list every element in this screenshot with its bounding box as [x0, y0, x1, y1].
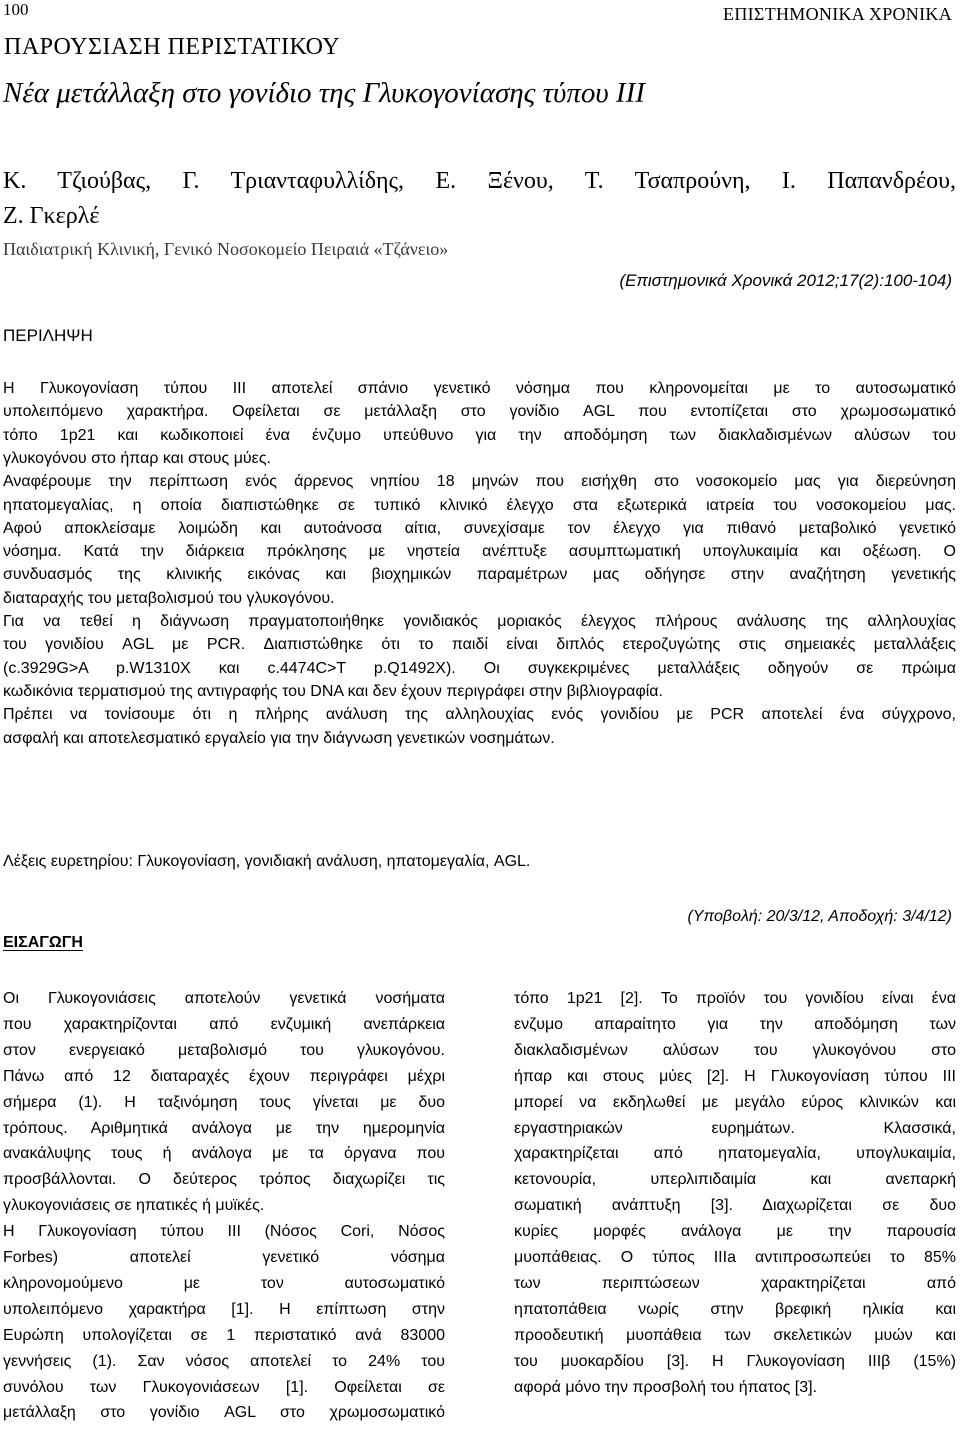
- introduction.left_lines-line: κληρονομούμενο με τον αυτοσωματικό: [3, 1274, 445, 1292]
- abstract.lines-line: Η Γλυκογονίαση τύπου ΙΙΙ αποτελεί σπάνιο γενετικό νόσημα που κληρονομείται με το αυτοσωματικό: [3, 380, 956, 397]
- introduction.right_lines-line: τόπο 1p21 [2]. Το προϊόν του γονιδίου είναι ένα: [514, 990, 956, 1007]
- introduction.left_lines-line: σήμερα (1). Η ταξινόμηση τους γίνεται με δυο: [3, 1093, 445, 1111]
- introduction.right_lines-line: προοδευτική μυοπάθεια των σκελετικών μυών και: [514, 1326, 956, 1344]
- affiliation: Παιδιατρική Κλινική, Γενικό Νοσοκομείο Πειραιά «Τζάνειο»: [3, 239, 449, 259]
- abstract-heading: ΠΕΡΙΛΗΨΗ: [3, 326, 93, 345]
- introduction.right_lines-line: χαρακτηρίζεται από ηπατομεγαλία, υπογλυκαιμία,: [514, 1145, 956, 1163]
- page-number: 100: [3, 0, 29, 19]
- journal-name: ΕΠΙΣΤΗΜΟΝΙΚΑ ΧΡΟΝΙΚΑ: [723, 4, 952, 24]
- introduction.right_lines-line: εργαστηριακών ευρημάτων. Κλασσικά,: [514, 1119, 956, 1137]
- abstract.lines-line: γλυκογόνου στο ήπαρ και στους μύες.: [3, 449, 271, 467]
- abstract.lines-line: Πρέπει να τονίσουμε ότι η πλήρης ανάλυση της αλληλουχίας ενός γονιδίου με PCR αποτελεί ένα σύγχρονο,: [3, 706, 956, 724]
- keywords: Λέξεις ευρετηρίου: Γλυκογονίαση, γονιδιακή ανάλυση, ηπατομεγαλία, AGL.: [3, 853, 531, 870]
- citation: (Επιστημονικά Χρονικά 2012;17(2):100-104): [619, 271, 952, 290]
- abstract.lines-line: Για να τεθεί η διάγνωση πραγματοποιήθηκε γονιδιακός μοριακός έλεγχος πλήρους ανάλυσης της αλληλουχίας: [3, 613, 956, 630]
- authors-line-2: Ζ. Γκερλέ: [3, 203, 100, 229]
- introduction.right_lines-line: κυρίες μορφές ανάλογα με την παρουσία: [514, 1223, 956, 1241]
- introduction.left_lines-line: γεννήσεις (1). Σαν νόσος αποτελεί το 24% του: [3, 1352, 445, 1370]
- introduction.left_lines-line: Forbes) αποτελεί γενετικό νόσημα: [3, 1249, 445, 1266]
- introduction.right_lines-line: του μυοκαρδίου [3]. Η Γλυκογονίαση ΙΙΙβ (15%): [514, 1352, 956, 1370]
- introduction.right_lines-line: ενζυμο απαραίτητο για την αποδόμηση των: [514, 1015, 956, 1033]
- introduction.left_lines-line: Οι Γλυκογονιάσεις αποτελούν γενετικά νοσήματα: [3, 990, 445, 1007]
- introduction.left_lines-line: που χαρακτηρίζονται από ενζυμική ανεπάρκεια: [3, 1015, 445, 1033]
- introduction.left_lines-line: υπολειπόμενο χαρακτήρα [1]. Η επίπτωση στην: [3, 1300, 445, 1318]
- introduction.right_lines-line: κετονουρία, υπερλιπιδαιμία και ανεπαρκή: [514, 1171, 956, 1189]
- abstract.lines-line: τόπο 1p21 και κωδικοποιεί ένα ένζυμο υπεύθυνο για την αποδόμηση των διακλαδισμένων αλύσων του: [3, 426, 956, 444]
- introduction.left_lines-line: μετάλλαξη στο γονίδιο AGL στο χρωμοσωματικό: [3, 1404, 445, 1422]
- abstract.lines-line: ηπατομεγαλίας, η οποία διαπιστώθηκε σε τυπικό κλινικό έλεγχο στα εξωτερικά ιατρεία του νοσοκομείου μας.: [3, 496, 956, 514]
- abstract.lines-line: συνδυασμός της κλινικής εικόνας και βιοχημικών παραμέτρων μας οδήγησε στην αναζήτηση γενετικής: [3, 566, 956, 584]
- introduction.left_lines-line: γλυκογονιάσεις σε ηπατικές ή μυϊκές.: [3, 1197, 265, 1215]
- abstract.lines-line: Αναφέρουμε την περίπτωση ενός άρρενος νηπίου 18 μηνών που εισήχθη στο νοσοκομείο μας για διερεύνηση: [3, 473, 956, 491]
- abstract.lines-line: κωδικόνια τερματισμού της αντιγραφής του DNA και δεν έχουν περιγράφει στην βιβλιογραφία.: [3, 682, 663, 700]
- introduction.left_lines-line: Η Γλυκογονίαση τύπου ΙΙΙ (Νόσος Cori, Νόσος: [3, 1223, 445, 1241]
- article-title: Νέα μετάλλαξη στο γονίδιο της Γλυκογονίασης τύπου ΙΙΙ: [3, 77, 645, 109]
- introduction.right_lines-line: σωματική ανάπτυξη [3]. Διαχωρίζεται σε δυο: [514, 1197, 956, 1215]
- abstract.lines-line: υπολειπόμενο χαρακτήρα. Οφείλεται σε μετάλλαξη στο γονίδιο AGL που εντοπίζεται στο χρωμοσωματικό: [3, 403, 956, 421]
- submission-dates: (Υποβολή: 20/3/12, Αποδοχή: 3/4/12): [687, 908, 952, 925]
- introduction.right_lines-line: ηπατοπάθεια νωρίς στην βρεφική ηλικία και: [514, 1300, 956, 1318]
- introduction.left_lines-line: προσβάλλονται. Ο δεύτερος τρόπος διαχωρίζει τις: [3, 1171, 445, 1189]
- abstract.lines-line: νόσημα. Κατά την διάρκεια πρόκλησης με νηστεία ανέπτυξε ασυμπτωματική υπογλυκαιμία και οξέωση. Ο: [3, 543, 956, 561]
- abstract.lines-line: (c.3929G>A p.W1310X και c.4474C>T p.Q1492X). Οι συγκεκριμένες μεταλλάξεις οδηγούν σε πρώιμα: [3, 659, 956, 677]
- introduction.right_lines-line: διακλαδισμένων αλύσων του γλυκογόνου στο: [514, 1041, 956, 1059]
- introduction.left_lines-line: συνόλου των Γλυκογονιάσεων [1]. Οφείλεται σε: [3, 1378, 445, 1396]
- abstract.lines-line: ασφαλή και αποτελεσματικό εργαλείο για την διάγνωση γενετικών νοσημάτων.: [3, 729, 555, 747]
- abstract.lines-line: διαταραχής του μεταβολισμού του γλυκογόνου.: [3, 589, 335, 607]
- abstract.lines-line: Αφού αποκλείσαμε λοιμώδη και αυτοάνοσα αίτια, συνεχίσαμε τον έλεγχο για πιθανό μεταβολικό γενετικό: [3, 519, 956, 537]
- introduction.right_lines-line: ήπαρ και στους μύες [2]. Η Γλυκογονίαση τύπου ΙΙΙ: [514, 1067, 956, 1085]
- introduction.left_lines-line: στον ενεργειακό μεταβολισμό του γλυκογόνου.: [3, 1041, 445, 1059]
- introduction.right_lines-line: αφορά μόνο την προσβολή του ήπατος [3].: [514, 1378, 818, 1396]
- introduction.left_lines-line: τρόπους. Αριθμητικά ανάλογα με την ημερομηνία: [3, 1119, 445, 1137]
- abstract.lines-line: του γονιδίου AGL με PCR. Διαπιστώθηκε ότι το παιδί είναι διπλός ετεροζυγώτης στις σημειακές μεταλλάξεις: [3, 636, 956, 654]
- section-title: ΠΑΡΟΥΣΙΑΣΗ ΠΕΡΙΣΤΑΤΙΚΟΥ: [4, 34, 341, 60]
- introduction-heading: ΕΙΣΑΓΩΓΗ: [3, 934, 83, 951]
- introduction.left_lines-line: Πάνω από 12 διαταραχές έχουν περιγράφει μέχρι: [3, 1067, 445, 1085]
- authors-line-1: Κ. Τζιούβας, Γ. Τριανταφυλλίδης, Ε. Ξένου, Τ. Τσαπρούνη, Ι. Παπανδρέου,: [3, 168, 956, 194]
- introduction.right_lines-line: μυοπάθειας. Ο τύπος ΙΙΙa αντιπροσωπεύει το 85%: [514, 1249, 956, 1266]
- introduction.left_lines-line: Ευρώπη υπολογίζεται σε 1 περιστατικό ανά 83000: [3, 1326, 445, 1344]
- introduction.left_lines-line: ανακάλυψης τους ή ανάλογα με τα όργανα που: [3, 1145, 445, 1163]
- introduction.right_lines-line: των περιπτώσεων χαρακτηρίζεται από: [514, 1274, 956, 1292]
- introduction.right_lines-line: μπορεί να εκδηλωθεί με μεγάλο εύρος κλινικών και: [514, 1093, 956, 1111]
